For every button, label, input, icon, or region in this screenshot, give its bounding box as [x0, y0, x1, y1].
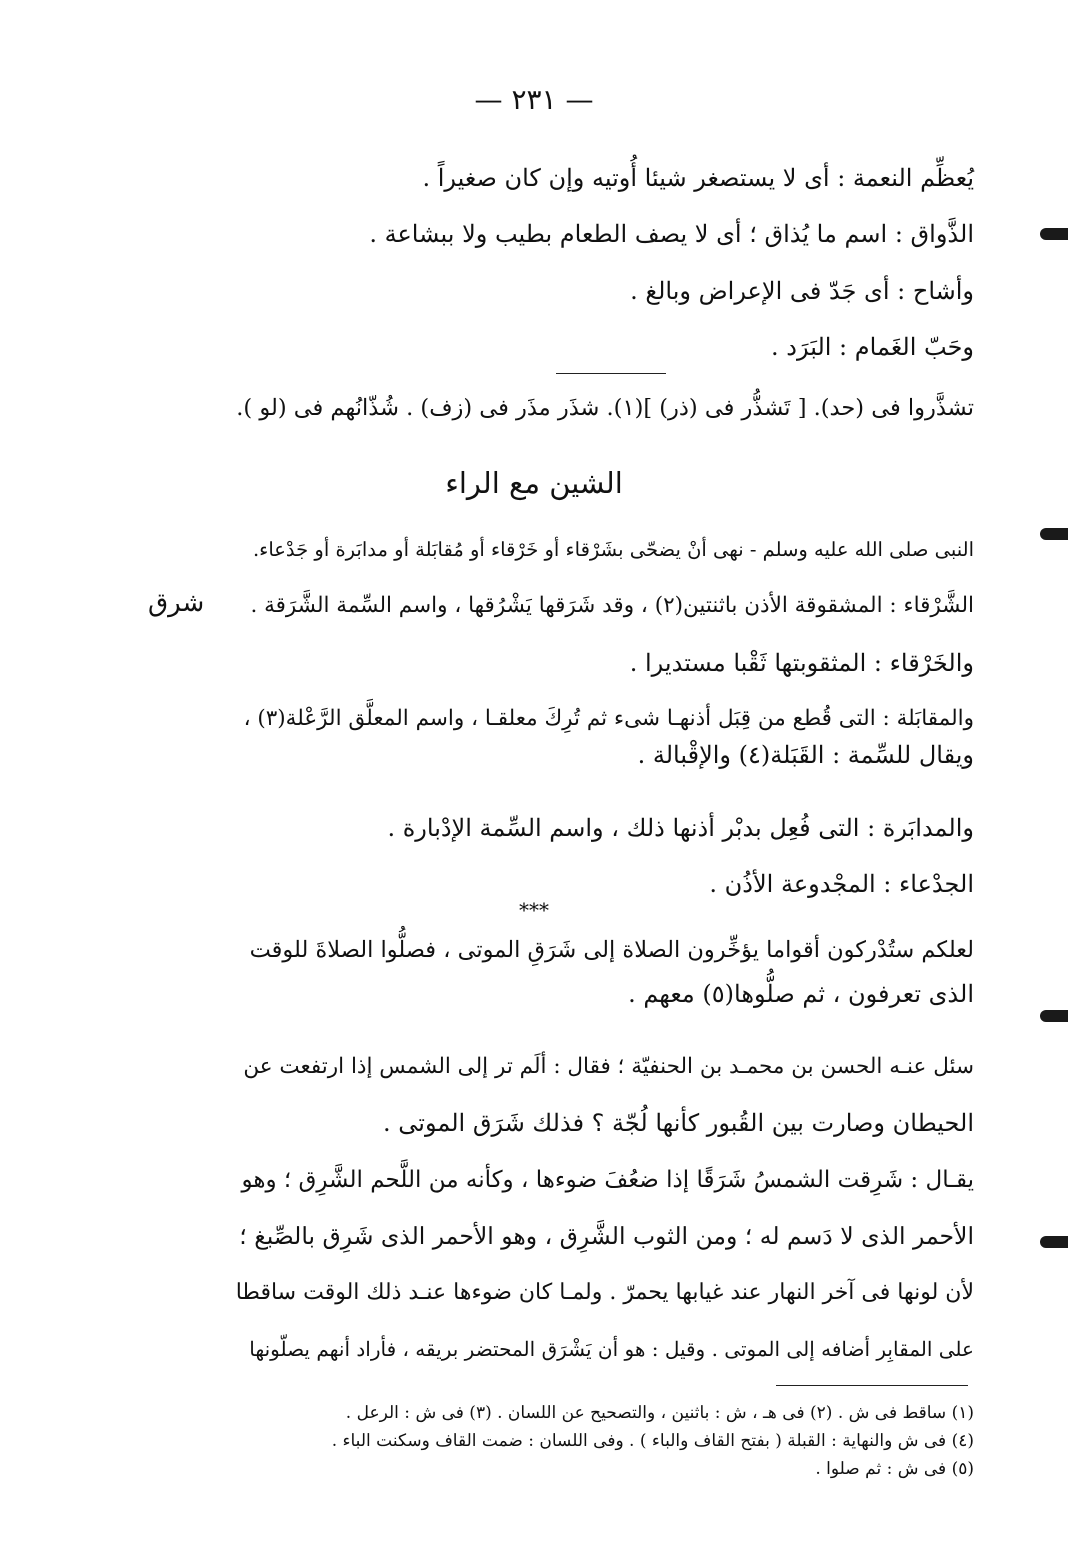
scan-edge-mark [1040, 528, 1068, 540]
text-line: سئل عنـه الحسن بن محمـد بن الحنفيّة ؛ فقال : ألَم تر إلى الشمس إذا ارتفعت عن [243, 1054, 974, 1079]
text-line: لعلكم ستُدْركون أقواما يؤخِّرون الصلاة إلى شَرَقِ الموتى ، فصلُّوا الصلاةَ للوقت [249, 937, 974, 963]
text-line: الذَّواق : اسم ما يُذاق ؛ أى لا يصف الطعام بطيب ولا ببشاعة . [369, 220, 974, 248]
margin-root-word: شرق [148, 588, 205, 618]
footnotes [236, 1402, 974, 1482]
text-line: الذى تعرفون ، ثم صلُّوها(٥) معهم . [628, 980, 974, 1008]
paragraph-1 [236, 934, 974, 1014]
paragraph-2 [236, 1051, 974, 1137]
scan-edge-mark [1040, 228, 1068, 240]
cross-ref-divider [556, 373, 666, 374]
paragraph-3 [236, 1164, 974, 1364]
text-line: النبى صلى الله عليه وسلم - نهى أنْ يضحّى بشَرْقاء أو خَرْقاء أو مُقابَلة أو مدابَرة أو جَدْعاء. [252, 538, 974, 561]
text-line: الجدْعاء : المجْدوعة الأذُن . [709, 870, 974, 898]
entry-definitions [236, 534, 974, 898]
text-line: والمقابَلة : التى قُطع من قِبَل أذنهـا شىء ثم تُرِكَ معلقـا ، واسم المعلَّق الرَّعْلة(٣) ، [243, 706, 974, 731]
text-line: الحيطان وصارت بين القُبور كأنها لُجّة ؟ فذلك شَرَق الموتى . [383, 1109, 974, 1137]
top-definitions [236, 162, 974, 362]
footnote-line: (١) ساقط فى ش . (٢) فى هـ ، ش : باثنين ، والتصحيح عن اللسان . (٣) فى ش : الرعل . [345, 1403, 974, 1423]
section-heading: الشين مع الراء [445, 466, 623, 500]
text-line: وحَبّ الغَمام : البَرَد . [771, 333, 974, 361]
text-line: وأشاح : أى جَدّ فى الإعراض وبالغ . [630, 277, 974, 305]
scan-edge-mark [1040, 1236, 1068, 1248]
scan-edge-mark [1040, 1010, 1068, 1022]
text-line: يقـال : شَرِقت الشمسُ شَرَقًا إذا ضعُفَ ضوءها ، وكأنه من اللَّحم الشَّرِق ؛ وهو [241, 1167, 974, 1193]
page-number: — ٢٣١ — [474, 83, 594, 116]
text-line: الشَّرْقاء : المشقوقة الأذن باثنتين(٢) ، وقد شَرَقها يَشْرُقها ، واسم السِّمة الشَّرَقة . [250, 593, 974, 618]
cross-references [236, 392, 974, 432]
footnote-divider [776, 1385, 968, 1386]
cross-ref-line: تشذَّروا فى (حد). [ تَشذُّر فى (ذر) ](١). شذَر مذَر فى (زف) . شُذّانُهم فى (لو ). [236, 395, 974, 421]
footnote-line: (٤) فى ش والنهاية : القبلة ( بفتح القاف والباء ) . وفى اللسان : ضمت القاف وسكنت الباء . [331, 1431, 974, 1451]
text-line: والمدابَرة : التى فُعِل بدبْر أذنها ذلك ، واسم السِّمة الإدْبارة . [387, 814, 974, 842]
text-line: يُعظِّم النعمة : أى لا يستصغر شيئا أُوتيه وإن كان صغيراً . [422, 164, 974, 192]
footnote-line: (٥) فى ش : ثم صلوا . [815, 1459, 974, 1479]
separator-stars: *** [519, 898, 549, 922]
text-line: ويقال للسِّمة : القَبَلة(٤) والإقْبالة . [637, 741, 974, 769]
text-line: على المقابِر أضافه إلى الموتى . وقيل : هو أن يَشْرَق المحتضر بريقه ، فأراد أنهم يصلّونها [249, 1337, 974, 1361]
text-line: والخَرْقاء : المثقوبتها ثَقْبا مستديرا . [629, 649, 974, 677]
text-line: الأحمر الذى لا دَسم له ؛ ومن الثوب الشَّرِق ، وهو الأحمر الذى شَرِق بالصِّبغ ؛ [239, 1222, 974, 1250]
text-line: لأن لونها فى آخر النهار عند غيابها يحمرّ . ولمـا كان ضوءها عنـد ذلك الوقت ساقطا [235, 1280, 974, 1305]
